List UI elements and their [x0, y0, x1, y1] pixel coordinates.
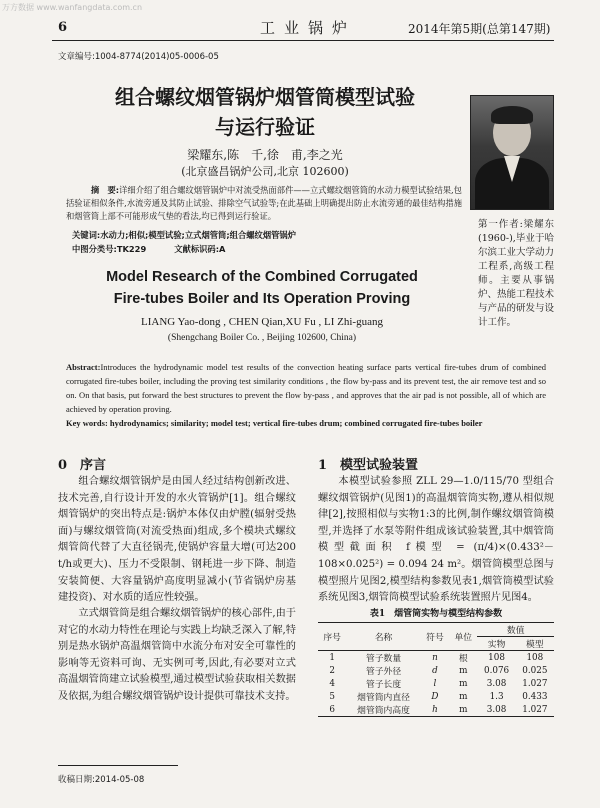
table-header-value: 数值 — [477, 623, 554, 637]
affiliation-cn: (北京盛昌锅炉公司,北京 102600) — [181, 165, 349, 178]
received-date: 收稿日期:2014-05-08 — [58, 775, 145, 785]
table-cell: 2 — [329, 665, 335, 676]
table-cell: 烟管筒内直径 — [357, 693, 410, 703]
doc-code-value: A — [219, 244, 226, 254]
affiliation-en: (Shengchang Boiler Co. , Beijing 102600, China) — [167, 333, 357, 343]
doc-code-label: 文献标识码: — [174, 244, 220, 254]
keywords-cn — [72, 229, 296, 241]
title-en-line1: Model Research of the Combined Corrugated — [106, 269, 418, 285]
abstract-en — [66, 360, 546, 416]
table-cell: 0.433 — [522, 691, 548, 702]
table-cell: d — [432, 665, 438, 676]
table-subheader-actual: 实物 — [477, 637, 515, 651]
table-cell: 3.08 — [486, 678, 507, 689]
section-0-paragraph-2: 立式烟管筒是组合螺纹烟管锅炉的核心部件,由于对它的水动力特性在理论与实践上均缺乏深入了解,特别是热水锅炉高温烟管筒中水流分布对安全可靠性的影响等无资料可询、无实例可考,因此,有必要对立式高温烟管筒建立试验模型,通过模型试验获取相关数据及依据,为组合螺纹烟管锅炉设计提供可靠技术支持。 — [58, 608, 296, 702]
table-cell: 0.076 — [483, 665, 510, 676]
table-cell: 6 — [318, 703, 346, 717]
header-rule — [52, 40, 554, 41]
table-cell: 烟管筒内高度 — [346, 703, 420, 717]
table-cell: 1 — [329, 652, 335, 663]
table-cell: 3.08 — [477, 703, 515, 717]
keywords-en — [66, 416, 546, 430]
abstract-en-text: Introduces the hydrodynamic model test results of the convection heating surface parts vertical fire-tubes drum of combined corrugated fire-tubes boiler, including the proving test similarity conditions , the flow by-pass and its prevent test, the air remove test and so on. On that basis, put forward the best structures to prevent the flow by-pass , and approves that the air pad is not possible, all of which are achieved by operation proving. — [66, 362, 546, 414]
table-cell: m — [459, 691, 468, 702]
table-cell: 管子数量 — [365, 654, 402, 664]
title-cn-line1: 组合螺纹烟管锅炉烟管筒模型试验 — [115, 85, 415, 109]
table-cell: m — [449, 703, 477, 717]
table-subheader-model: 模型 — [516, 637, 554, 651]
clc-label: 中图分类号: — [72, 244, 117, 254]
abstract-cn-label: 摘 要: — [90, 185, 120, 195]
table-row — [318, 703, 554, 717]
section-1-heading: 1 模型试验装置 — [318, 458, 419, 473]
table-cell: 1.027 — [522, 678, 548, 689]
abstract-cn — [66, 184, 462, 223]
clc-value: TK229 — [116, 244, 147, 254]
section-0-paragraph-1: 组合螺纹烟管锅炉是由国人经过结构创新改进、技术完善,自行设计开发的水火管锅炉[1]。组合螺纹烟管锅炉的突出特点是:锅炉本体仅由炉膛(辐射受热面)与螺纹烟管筒(对流受热面)组成,多个模块式螺纹烟管筒代替了大直径锅壳,使锅炉容量大增(可达200 t/h或更大)、压力不受限制、钢耗进一步下降、制造安装简便、大容量锅炉高度明显减小(节省锅炉房基建投资)、对水质的适应性较强。 — [58, 476, 296, 604]
article-number: 文章编号:1004-8774(2014)05-0006-05 — [58, 52, 219, 62]
author-photo — [470, 95, 554, 210]
page-number: 6 — [58, 20, 68, 35]
keywords-en-label: Key words: — [66, 418, 108, 428]
table-cell: 0.025 — [522, 665, 548, 676]
table-row — [318, 651, 554, 665]
abstract-cn-text: 详细介绍了组合螺纹烟管锅炉中对流受热面部件——立式螺纹烟管筒的水动力模型试验结果,包括验证相似条件,水流旁通及其防止试验、排除空气试验等;在此基础上明确提出防止水流旁通的最佳结构措施和烟管筒上部不可能形成气垫的看法,均已得到运行验证。 — [66, 185, 462, 221]
table-header-unit: 单位 — [449, 623, 477, 651]
title-en-line2: Fire-tubes Boiler and Its Operation Proving — [113, 291, 411, 307]
classification — [72, 243, 225, 255]
table-cell: 4 — [329, 678, 335, 689]
section-0-heading: 0 序言 — [58, 458, 107, 473]
table-header-name: 名称 — [346, 623, 420, 651]
keywords-en-text: hydrodynamics; similarity; model test; vertical fire-tubes drum; combined corrugated fire-tubes boiler — [109, 418, 483, 428]
table-1-title: 表1 烟管筒实物与模型结构参数 — [369, 609, 503, 619]
table-cell: 管子外径 — [365, 667, 402, 677]
table-cell: 根 — [458, 654, 468, 664]
journal-name: 工业锅炉 — [260, 19, 357, 37]
table-cell: 5 — [329, 691, 335, 702]
author-bio: 第一作者:梁耀东(1960-),毕业于哈尔滨工业大学动力工程系,高级工程师。主要从事锅炉、热能工程技术与产品的研发与设计工作。 — [478, 219, 555, 328]
table-row — [318, 690, 554, 703]
table-cell: 108 — [526, 652, 544, 663]
title-cn-line2: 与运行验证 — [215, 115, 315, 139]
table-cell: 管子长度 — [365, 680, 402, 690]
footnote-rule — [58, 765, 178, 766]
table-cell: l — [433, 678, 437, 689]
table-cell: D — [431, 691, 439, 702]
table-row — [318, 664, 554, 677]
watermark: 万方数据 www.wanfangdata.com.cn — [2, 3, 143, 12]
table-cell: m — [459, 678, 468, 689]
authors-cn: 梁耀东,陈 千,徐 甫,李之光 — [187, 148, 343, 162]
table-header-index: 序号 — [318, 623, 346, 651]
table-cell: m — [459, 665, 468, 676]
table-cell: 1.027 — [516, 703, 554, 717]
authors-en: LIANG Yao-dong , CHEN Qian,XU Fu , LI Zhi-guang — [141, 316, 383, 328]
abstract-en-label: Abstract: — [66, 362, 101, 372]
table-header-symbol: 符号 — [421, 623, 449, 651]
table-1 — [318, 622, 554, 717]
table-cell: n — [432, 652, 438, 663]
keywords-cn-label: 关键词: — [72, 230, 101, 240]
keywords-cn-text: 水动力;相似;模型试验;立式烟管筒;组合螺纹烟管锅炉 — [100, 230, 297, 240]
table-cell: h — [421, 703, 449, 717]
table-cell: 1.3 — [489, 691, 504, 702]
table-row — [318, 677, 554, 690]
table-cell: 108 — [488, 652, 505, 663]
issue-info: 2014年第5期(总第147期) — [408, 22, 551, 36]
section-1-paragraph: 本模型试验参照 ZLL 29—1.0/115/70 型组合螺纹烟管锅炉(见图1)的高温烟管筒实物,遵从相似规律[2],按照相似与实物1:3的比例,制作螺纹烟管筒模型,并选择了水泵等附件组成该试验装置,其中烟管筒模型截面积 f模型 = (π/4)×(0.433²－108×0.025²) = 0.094 24 m²。烟管筒模型总图与模型照片见图2,模型结构参数见表1,烟管筒模型试验系统见图3,烟管筒模型试验系统装置照片见图4。 — [318, 476, 554, 604]
